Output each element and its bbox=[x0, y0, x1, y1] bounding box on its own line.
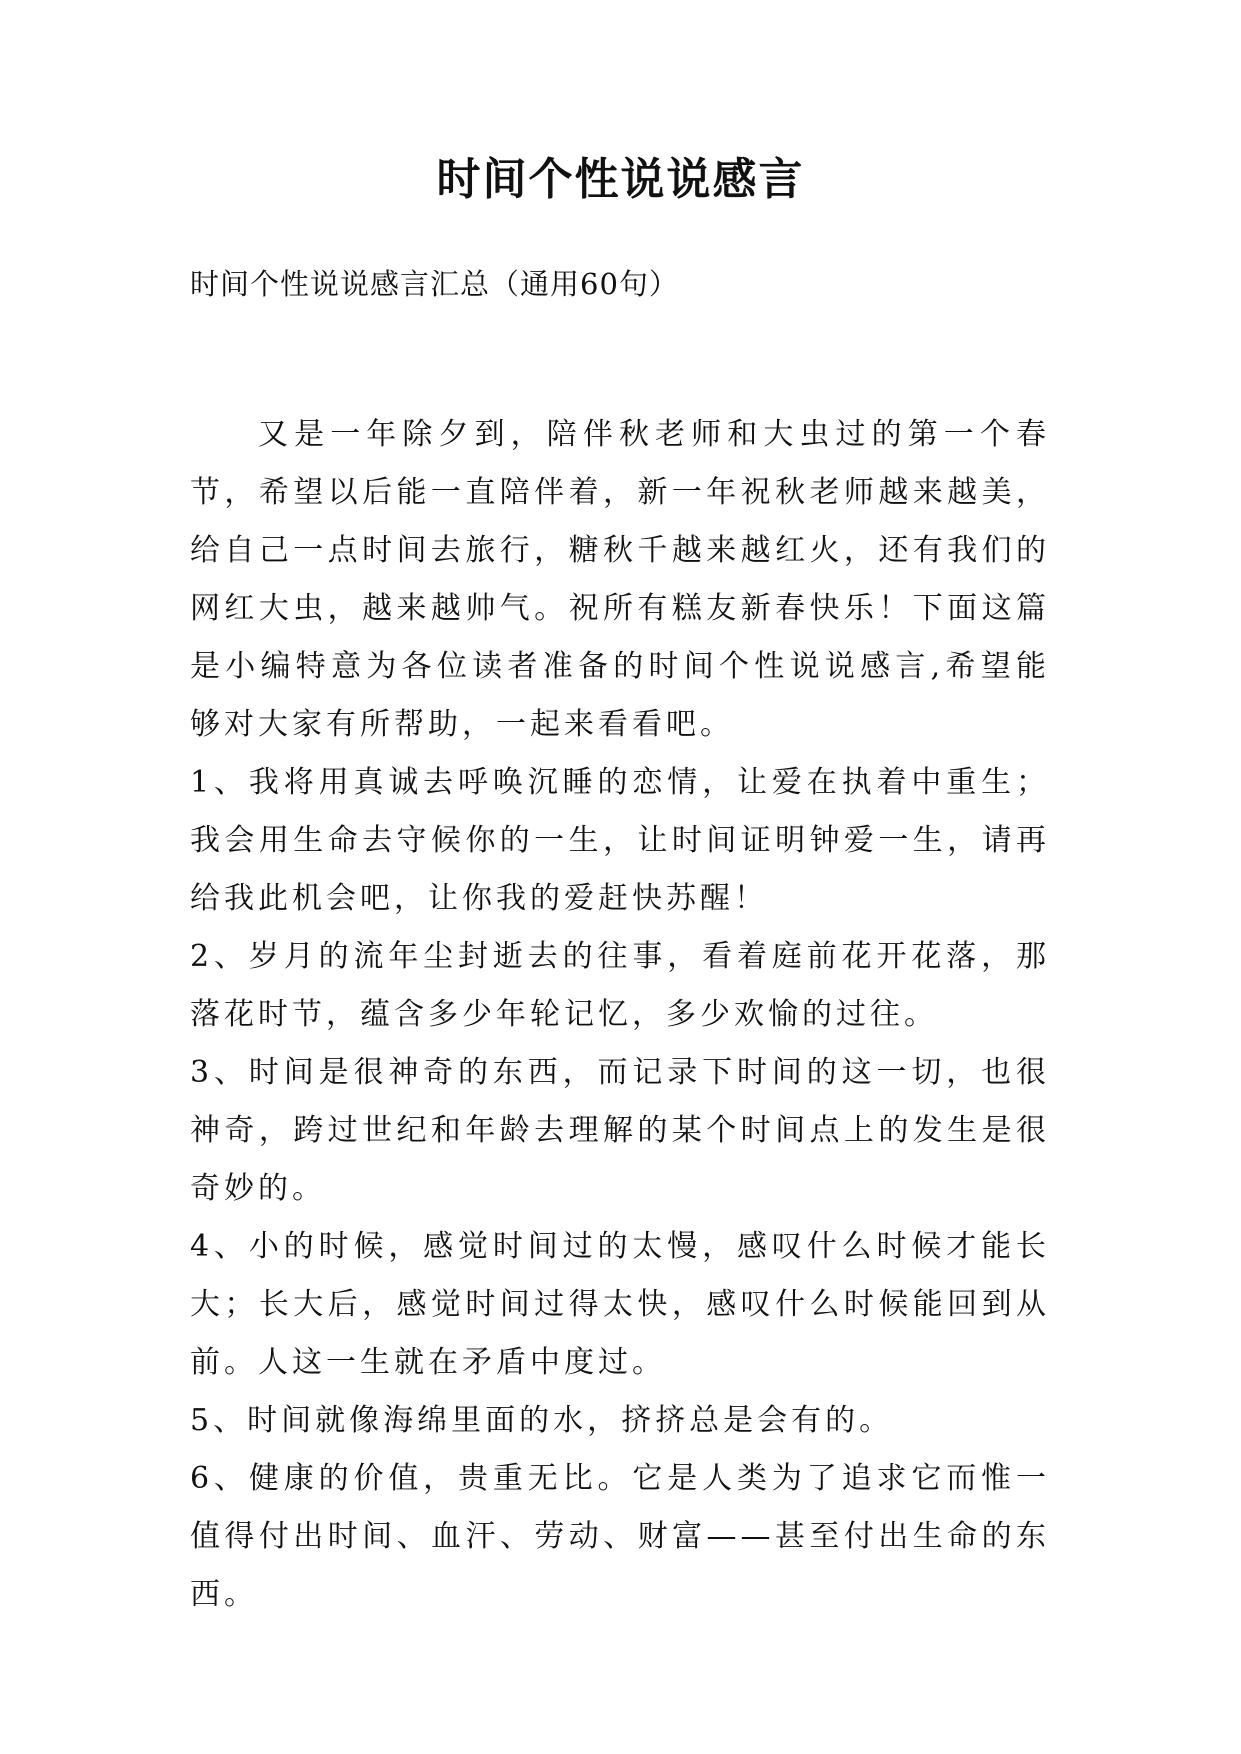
quote-paragraph-6: 6、健康的价值，贵重无比。它是人类为了追求它而惟一值得付出时间、血汗、劳动、财富——甚至付出生命的东西。 bbox=[190, 1461, 1050, 1612]
quote-paragraph-3: 3、时间是很神奇的东西，而记录下时间的这一切，也很神奇，跨过世纪和年龄去理解的某个时间点上的发生是很奇妙的。 bbox=[190, 1055, 1050, 1206]
document-body bbox=[190, 406, 1050, 1624]
quote-paragraph-4: 4、小的时候，感觉时间过的太慢，感叹什么时候才能长大；长大后，感觉时间过得太快，感叹什么时候能回到从前。人这一生就在矛盾中度过。 bbox=[190, 1229, 1050, 1380]
quote-paragraph-5: 5、时间就像海绵里面的水，挤挤总是会有的。 bbox=[190, 1403, 894, 1438]
quote-paragraph-1: 1、我将用真诚去呼唤沉睡的恋情，让爱在执着中重生；我会用生命去守候你的一生，让时间证明钟爱一生，请再给我此机会吧，让你我的爱赶快苏醒！ bbox=[190, 765, 1050, 916]
intro-paragraph: 又是一年除夕到，陪伴秋老师和大虫过的第一个春节，希望以后能一直陪伴着，新一年祝秋老师越来越美，给自己一点时间去旅行，糖秋千越来越红火，还有我们的网红大虫，越来越帅气。祝所有糕友新春快乐！下面这篇是小编特意为各位读者准备的时间个性说说感言,希望能够对大家有所帮助，一起来看看吧。 bbox=[190, 417, 1050, 742]
document-subtitle: 时间个性说说感言汇总（通用60句） bbox=[190, 267, 679, 301]
quote-paragraph-2: 2、岁月的流年尘封逝去的往事，看着庭前花开花落，那落花时节，蕴含多少年轮记忆，多少欢愉的过往。 bbox=[190, 939, 1050, 1032]
document-title: 时间个性说说感言 bbox=[436, 154, 805, 205]
